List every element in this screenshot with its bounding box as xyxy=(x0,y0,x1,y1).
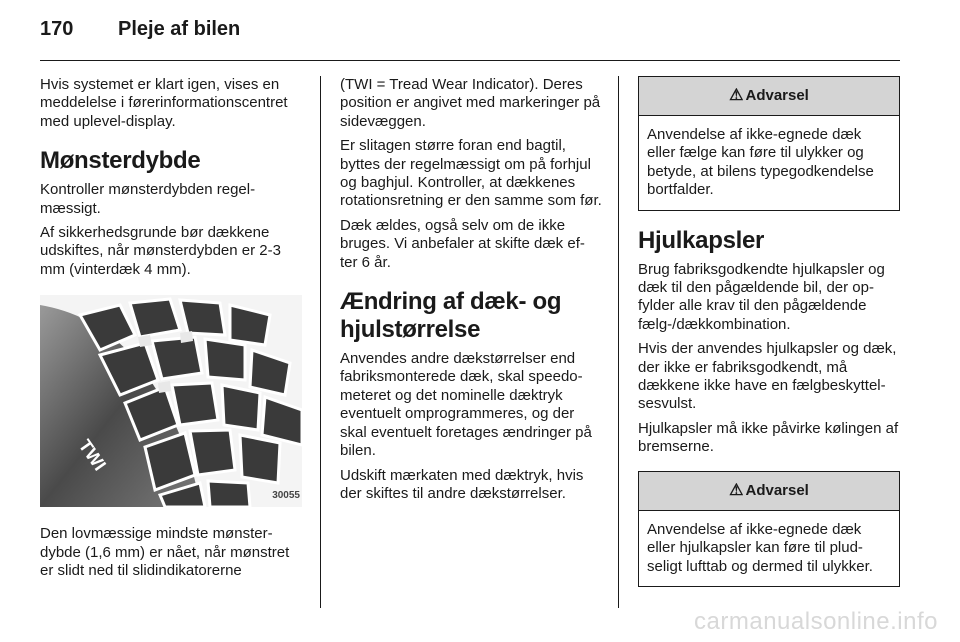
page-header xyxy=(40,18,240,41)
warning-triangle-icon: ⚠ xyxy=(729,481,744,499)
paragraph: Udskift mærkaten med dæktryk, hvis der skiftes til andre dækstørrelser. xyxy=(340,466,584,502)
paragraph: Anvendes andre dækstørrelser end fabriksmonterede dæk, skal speedo-meteret og det nominelle dæktryk eventuelt omprogrammeres, og der skal eventuelt foretages ændringer på bilen. xyxy=(340,350,592,460)
figure-number: 30055 xyxy=(272,489,300,501)
warning-box xyxy=(638,76,900,211)
warning-text: Anvendelse af ikke-egnede dæk eller hjulkapsler kan føre til plud-seligt lufttab og dermed til ulykker. xyxy=(647,520,873,575)
paragraph: Hjulkapsler må ikke påvirke kølingen af bremserne. xyxy=(638,419,899,456)
watermark: carmanualsonline.info xyxy=(694,608,938,635)
warning-header xyxy=(639,472,899,511)
twi-label: TWI xyxy=(74,436,111,475)
warning-box xyxy=(638,471,900,587)
column-2 xyxy=(340,76,602,509)
paragraph: Den lovmæssige mindste mønster-dybde (1,6 mm) er nået, når mønstret er slidt ned til slidindikatorerne xyxy=(40,525,290,580)
paragraph: Kontroller mønsterdybden regel-mæssigt. xyxy=(40,181,256,217)
paragraph: Er slitagen større foran end bagtil, byttes der regelmæssigt om på forhjul og baghjul. Kontroller, at dækkenes rotationsretning er den samme som før. xyxy=(340,137,602,210)
intro-paragraph: Hvis systemet er klart igen, vises en meddelelse i førerinformationscentret med uplevel-display. xyxy=(40,76,288,130)
warning-title: Advarsel xyxy=(745,481,809,499)
column-1 xyxy=(40,76,302,586)
paragraph: (TWI = Tread Wear Indicator). Deres position er angivet med markeringer på sidevæggen. xyxy=(340,76,601,130)
tire-tread-illustration xyxy=(40,295,302,507)
warning-text: Anvendelse af ikke-egnede dæk eller fælge kan føre til ulykker og betyde, at bilens typegodkendelse bortfalder. xyxy=(647,126,874,199)
paragraph: Brug fabriksgodkendte hjulkapsler og dæk til den pågældende bil, der op-fylder alle krav til den pågældende fælg-/dækkombination. xyxy=(638,260,885,333)
column-divider xyxy=(618,76,619,608)
heading-tread-depth: Mønsterdybde xyxy=(40,147,201,175)
heading-tire-size-change: Ændring af dæk- og hjulstørrelse xyxy=(340,288,562,344)
paragraph: Dæk ældes, også selv om de ikke bruges. Vi anbefaler at skifte dæk ef-ter 6 år. xyxy=(340,216,585,271)
warning-header xyxy=(639,77,899,116)
paragraph: Af sikkerhedsgrunde bør dækkene udskiftes, når mønsterdybden er 2-3 mm (vinterdæk 4 mm). xyxy=(40,224,281,278)
tire-tread-drawing xyxy=(40,295,302,507)
page-number: 170 xyxy=(40,18,74,40)
warning-title: Advarsel xyxy=(745,87,809,104)
header-rule xyxy=(40,60,900,61)
column-divider xyxy=(320,76,321,608)
heading-wheel-covers: Hjulkapsler xyxy=(638,226,765,254)
warning-triangle-icon: ⚠ xyxy=(729,87,744,104)
column-3 xyxy=(638,76,900,597)
section-title: Pleje af bilen xyxy=(118,18,241,40)
paragraph: Hvis der anvendes hjulkapsler og dæk, der ikke er fabriksgodkendt, må dækkene ikke have en fælgbeskyttel-sesvulst. xyxy=(638,340,897,413)
